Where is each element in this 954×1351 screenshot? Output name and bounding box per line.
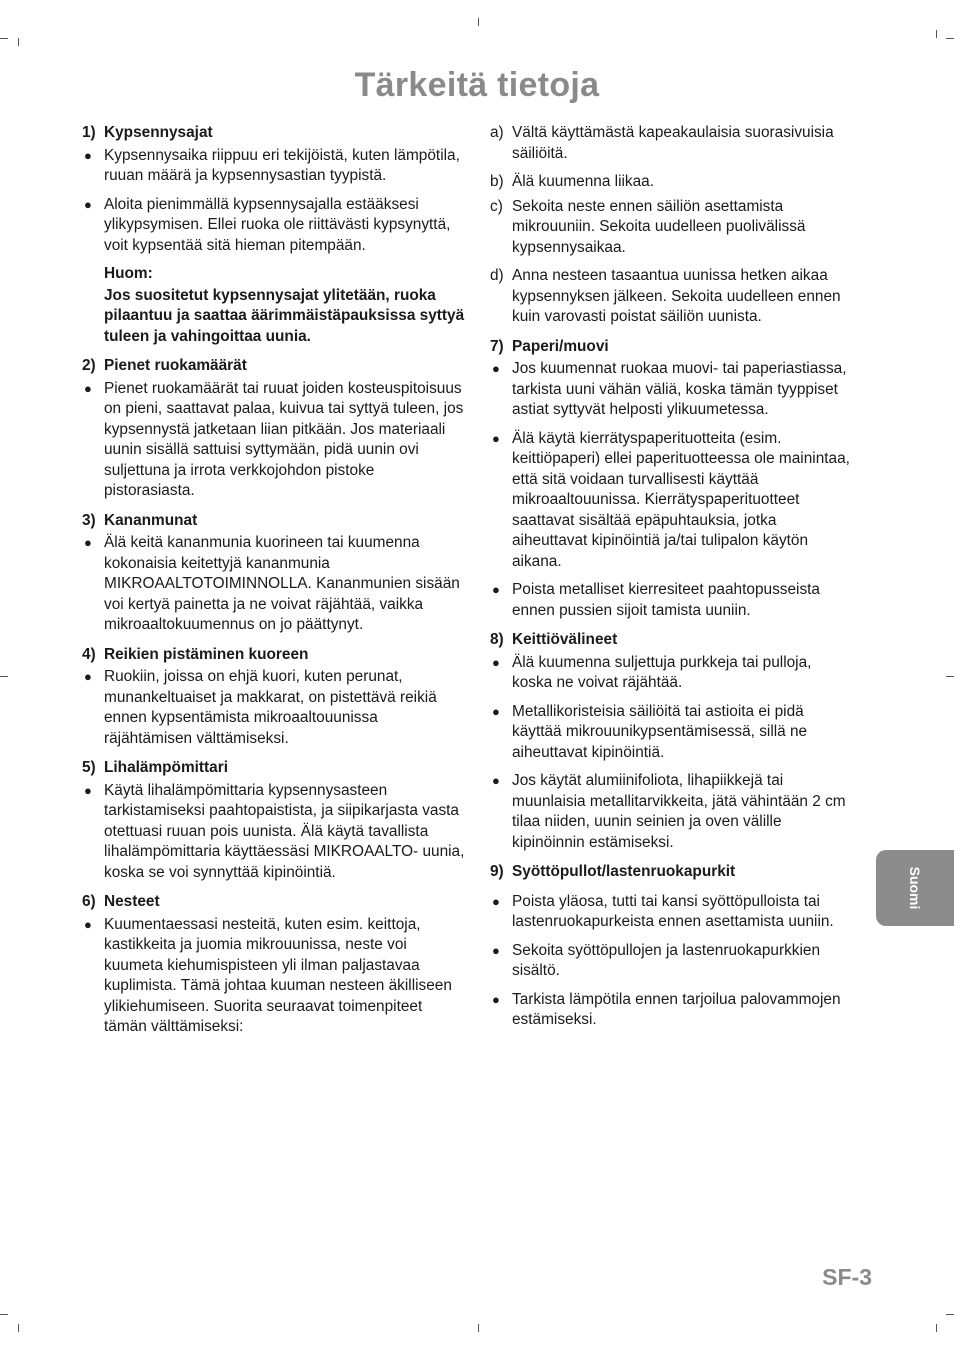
section-heading: 8) Keittiövälineet <box>490 631 618 648</box>
list-item: ● Sekoita syöttöpullojen ja lastenruokapurkkien sisältö. <box>492 941 821 979</box>
bullet-icon: ● <box>84 916 92 932</box>
warning-note <box>82 264 467 347</box>
section-baby-bottles <box>490 862 850 1031</box>
crop-mark <box>478 1324 479 1332</box>
list-item: ● Jos kuumennat ruokaa muovi- tai paperiastiassa, tarkista uuni vähän väliä, koska tämän tyyppiset astiat syttyvät helposti ylikuumetessa. <box>492 360 847 418</box>
bullet-icon: ● <box>84 535 92 550</box>
lettered-item: c) Sekoita neste ennen säiliön asettamista mikrouuniin. Sekoita uudelleen puolivälissä kypsennysaikaa. <box>490 197 806 256</box>
page-title: Tärkeitä tietoja <box>354 66 600 104</box>
list-item: ● Aloita pienimmällä kypsennysajalla estääksesi ylikypsymisen. Ellei ruoka ole riittävästi kypsynyttä, voit kypsentää sitä hieman pitempään. <box>84 195 451 254</box>
bullet-icon: ● <box>492 582 500 597</box>
section-eggs <box>82 511 467 636</box>
crop-mark <box>18 38 19 46</box>
section-meat-thermometer <box>82 758 467 883</box>
list-item: ● Jos käytät alumiinifoliota, lihapiikkejä tai muunlaisia metallitarvikkeita, jätä vähintään 2 cm tilaa niiden, uunin seinien ja oven välille kipinöinnin estämiseksi. <box>492 772 846 851</box>
crop-mark <box>946 676 954 677</box>
crop-mark <box>936 1324 937 1332</box>
bullet-icon: ● <box>492 430 500 446</box>
section-heading: 5) Lihalämpömittari <box>82 759 228 776</box>
list-item: ● Käytä lihalämpömittaria kypsennysasteen tarkistamiseksi paahtopaistista, ja siipikarjasta vasta otettuasi ruuan pois uunista. Älä käytä tavallista lihalämpömittaria käyttäessäsi MIKROAALTO- uunia, koska se voi synnyttää kipinöintiä. <box>84 781 465 881</box>
bullet-icon: ● <box>492 991 500 1007</box>
list-item: ● Tarkista lämpötila ennen tarjoilua palovammojen estämiseksi. <box>492 990 841 1028</box>
lettered-item: b) Älä kuumenna liikaa. <box>490 173 655 190</box>
language-tab-label: Suomi <box>907 866 923 910</box>
bullet-icon: ● <box>492 361 500 376</box>
bullet-icon: ● <box>492 773 500 788</box>
bullet-icon: ● <box>84 196 92 212</box>
lettered-item: a) Vältä käyttämästä kapeakaulaisia suorasivuisia säiliöitä. <box>490 124 834 162</box>
crop-mark <box>0 1314 8 1315</box>
bullet-icon: ● <box>492 893 500 909</box>
crop-mark <box>0 38 8 39</box>
list-item: ● Poista yläosa, tutti tai kansi syöttöpulloista tai lastenruokapurkeista ennen asettamista uuniin. <box>492 892 834 930</box>
section-heading: 6) Nesteet <box>82 893 160 910</box>
list-item: ● Poista metalliset kierresiteet paahtopusseista ennen pussien sijoit tamista uuniin. <box>492 581 820 619</box>
section-paper-plastic <box>490 337 850 622</box>
list-item: ● Älä keitä kananmunia kuorineen tai kuumenna kokonaisia keitettyjä kananmunia MIKROAALTOTOIMINNOLLA. Kananmunien sisään voi kertyä painetta ja ne voivat räjähtää, vaikka mikroaaltokuumennus on jo päättynyt. <box>84 534 460 633</box>
language-tab <box>876 850 954 926</box>
list-item: ● Ruokiin, joissa on ehjä kuori, kuten perunat, munankeltuaiset ja makkarat, on pistettävä reikiä ennen kypsentämista mikroaaltouunissa räjähtämisen välttämiseksi. <box>84 668 437 747</box>
list-item: ● Pienet ruokamäärät tai ruuat joiden kosteuspitoisuus on pieni, saattavat palaa, kuivua tai syttyä tuleen, jos kypsennystä jatketaan liian pitkään. Jos materiaali uunin sisällä sattuisi syttymään, pidä uunin ovi suljettuna ja irrota verkkojohdon pistoke pistorasiasta. <box>84 379 464 499</box>
section-heading: 4) Reikien pistäminen kuoreen <box>82 645 309 663</box>
liquids-steps <box>490 123 850 328</box>
section-liquids <box>82 892 467 1038</box>
section-heading: 9) Syöttöpullot/lastenruokapurkit <box>490 863 736 880</box>
section-cookware <box>490 630 850 853</box>
crop-mark <box>946 38 954 39</box>
crop-mark <box>0 676 8 677</box>
bullet-icon: ● <box>84 147 92 163</box>
note-text: Jos suositetut kypsennysajat ylitetään, ruoka pilaantuu ja saattaa äärimmäistäpauksissa syttyä tuleen ja vahingoittaa uunia. <box>104 286 465 345</box>
section-heading: 3) Kananmunat <box>82 511 198 529</box>
section-heading: 7) Paperi/muovi <box>490 337 609 355</box>
right-column <box>490 123 850 1040</box>
list-item: ● Metallikoristeisia säiliöitä tai astioita ei pidä käyttää mikrouunikypsentämisessä, sillä ne aiheuttavat kipinöintiä. <box>492 702 808 761</box>
bullet-icon: ● <box>84 380 92 396</box>
bullet-icon: ● <box>84 669 92 684</box>
bullet-icon: ● <box>492 703 500 719</box>
section-heading: 2) Pienet ruokamäärät <box>82 357 247 374</box>
section-small-quantities <box>82 356 467 502</box>
page-number: SF-3 <box>822 1264 872 1290</box>
crop-mark <box>936 30 937 38</box>
section-cooking-times <box>82 123 467 347</box>
bullet-icon: ● <box>84 782 92 798</box>
crop-mark <box>478 18 479 26</box>
crop-mark <box>18 1324 19 1332</box>
list-item: ● Kuumentaessasi nesteitä, kuten esim. keittoja, kastikkeita ja juomia mikrouunissa, neste voi kuumeta kiehumispisteen yli ilman paljastavaa kuplimista. Tämä johtaa kuuman nesteen äkilliseen ylikiehumiseen. Suorita seuraavat toimenpiteet tämän välttämiseksi: <box>84 915 452 1035</box>
section-heading: 1) Kypsennysajat <box>82 124 213 141</box>
section-piercing <box>82 645 467 750</box>
bullet-icon: ● <box>492 942 500 958</box>
crop-mark <box>946 1314 954 1315</box>
note-title: Huom: <box>104 265 153 282</box>
list-item: ● Älä kuumenna suljettuja purkkeja tai pulloja, koska ne voivat räjähtää. <box>492 653 812 691</box>
lettered-item: d) Anna nesteen tasaantua uunissa hetken aikaa kypsennyksen jälkeen. Sekoita uudelleen ennen kuin varovasti poistat säiliön uunista. <box>490 267 841 325</box>
list-item: ● Kypsennysaika riippuu eri tekijöistä, kuten lämpötila, ruuan määrä ja kypsennysastian tyypistä. <box>84 146 460 184</box>
left-column <box>82 123 467 1047</box>
bullet-icon: ● <box>492 654 500 670</box>
list-item: ● Älä käytä kierrätyspaperituotteita (esim. keittiöpaperi) ellei paperituotteessa ole mainintaa, että sitä voidaan turvallisesti käyttää mikroaaltouunissa. Kierrätyspaperituotteet saattavat sisältää epäpuhtauksia, jotka aiheuttavat kipinöintiä ja/tai tulipalon käytön aikana. <box>492 429 850 570</box>
